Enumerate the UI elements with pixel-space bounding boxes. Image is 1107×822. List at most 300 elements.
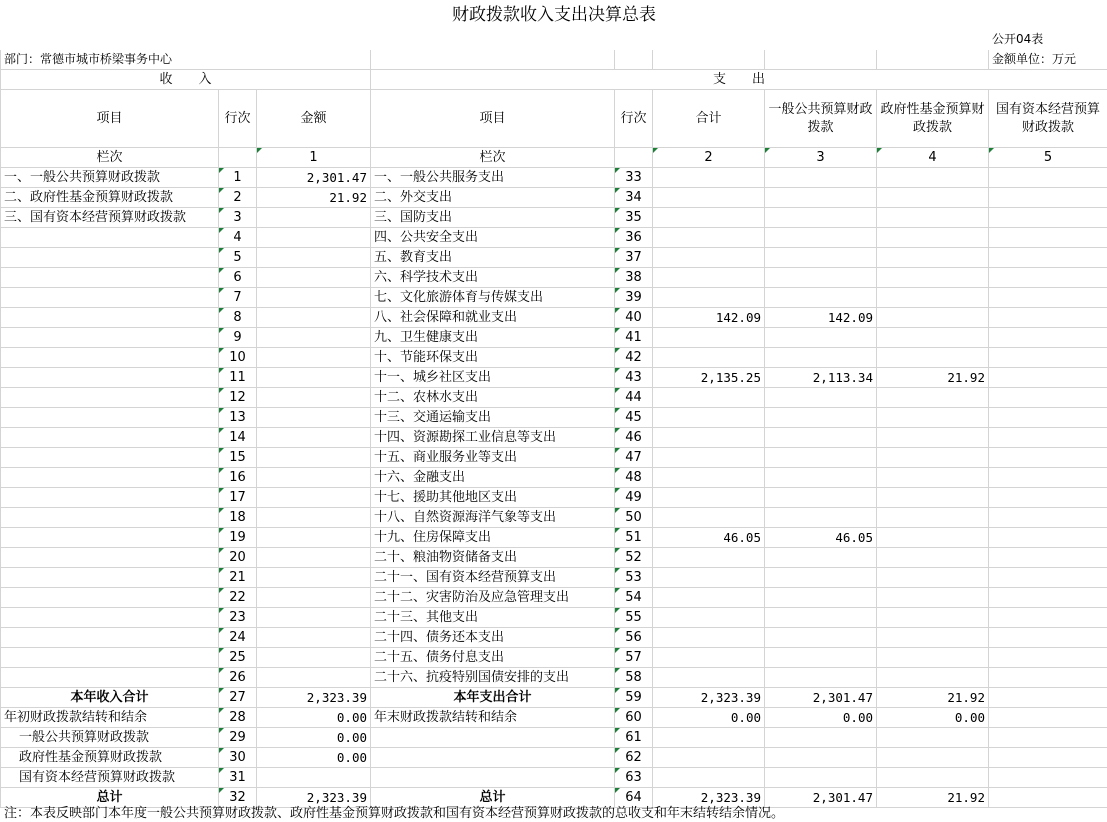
summary-state [989, 728, 1107, 748]
table-row [1, 668, 1107, 688]
summary-income-item: 政府性基金预算财政拨款 [1, 748, 219, 768]
summary-total: 2,323.39 [653, 788, 765, 808]
expense-general [765, 288, 877, 308]
expense-row-no: 50 [615, 508, 653, 528]
income-amount [257, 208, 371, 228]
income-item: 二、政府性基金预算财政拨款 [1, 188, 219, 208]
expense-item: 二十二、灾害防治及应急管理支出 [371, 588, 615, 608]
summary-income-amount [257, 768, 371, 788]
expense-general: 2,113.34 [765, 368, 877, 388]
income-item [1, 648, 219, 668]
expense-general [765, 228, 877, 248]
header-state: 国有资本经营预算财政拨款 [989, 90, 1107, 148]
expense-fund: 21.92 [877, 368, 989, 388]
table-row [1, 608, 1107, 628]
summary-expense-item [371, 748, 615, 768]
unit-label: 金额单位：万元 [989, 50, 1107, 70]
expense-state [989, 448, 1107, 468]
summary-total: 2,323.39 [653, 688, 765, 708]
expense-state [989, 248, 1107, 268]
header-total: 合计 [653, 90, 765, 148]
income-row-no: 24 [219, 628, 257, 648]
summary-row [1, 728, 1107, 748]
summary-row [1, 748, 1107, 768]
expense-total [653, 248, 765, 268]
table-row [1, 288, 1107, 308]
income-item [1, 248, 219, 268]
expense-total [653, 628, 765, 648]
summary-state [989, 768, 1107, 788]
summary-income-amount: 2,323.39 [257, 788, 371, 808]
expense-fund [877, 628, 989, 648]
income-item [1, 508, 219, 528]
expense-total [653, 408, 765, 428]
expense-fund [877, 508, 989, 528]
expense-total [653, 268, 765, 288]
summary-income-amount: 0.00 [257, 748, 371, 768]
summary-general: 2,301.47 [765, 788, 877, 808]
summary-general [765, 768, 877, 788]
income-amount [257, 268, 371, 288]
expense-total [653, 168, 765, 188]
summary-income-row-no: 30 [219, 748, 257, 768]
income-amount [257, 248, 371, 268]
expense-fund [877, 188, 989, 208]
income-item [1, 408, 219, 428]
income-row-no: 18 [219, 508, 257, 528]
table-row [1, 188, 1107, 208]
summary-income-item: 年初财政拨款结转和结余 [1, 708, 219, 728]
summary-state [989, 748, 1107, 768]
income-amount [257, 308, 371, 328]
table-row [1, 408, 1107, 428]
income-row-no: 3 [219, 208, 257, 228]
expense-general [765, 568, 877, 588]
page-title: 财政拨款收入支出决算总表 [452, 5, 657, 25]
summary-income-amount: 0.00 [257, 728, 371, 748]
income-item [1, 528, 219, 548]
income-row-no: 8 [219, 308, 257, 328]
income-row-no: 23 [219, 608, 257, 628]
table-row [1, 168, 1107, 188]
income-amount [257, 448, 371, 468]
income-item [1, 388, 219, 408]
expense-item: 十三、交通运输支出 [371, 408, 615, 428]
table-row [1, 428, 1107, 448]
income-amount: 21.92 [257, 188, 371, 208]
expense-row-no: 39 [615, 288, 653, 308]
expense-state [989, 168, 1107, 188]
summary-expense-item: 本年支出合计 [371, 688, 615, 708]
summary-income-item: 一般公共预算财政拨款 [1, 728, 219, 748]
expense-state [989, 308, 1107, 328]
expense-fund [877, 488, 989, 508]
income-amount: 2,301.47 [257, 168, 371, 188]
expense-item: 二十四、债务还本支出 [371, 628, 615, 648]
expense-item: 十六、金融支出 [371, 468, 615, 488]
expense-item: 二、外交支出 [371, 188, 615, 208]
expense-section-header: 支 出 [371, 70, 1107, 90]
expense-item: 三、国防支出 [371, 208, 615, 228]
header-general: 一般公共预算财政拨款 [765, 90, 877, 148]
table-row [1, 628, 1107, 648]
income-section-header: 收 入 [1, 70, 371, 90]
expense-row-no: 55 [615, 608, 653, 628]
expense-row-no: 41 [615, 328, 653, 348]
table-row [1, 328, 1107, 348]
income-amount [257, 548, 371, 568]
table-row [1, 528, 1107, 548]
expense-general [765, 408, 877, 428]
column-index-2: 2 [653, 148, 765, 168]
column-index-label: 栏次 [1, 148, 219, 168]
expense-row-no: 37 [615, 248, 653, 268]
summary-state [989, 708, 1107, 728]
expense-item: 二十六、抗疫特别国债安排的支出 [371, 668, 615, 688]
expense-fund [877, 588, 989, 608]
expense-general [765, 328, 877, 348]
table-row [1, 388, 1107, 408]
income-row-no: 1 [219, 168, 257, 188]
expense-state [989, 648, 1107, 668]
expense-fund [877, 328, 989, 348]
income-row-no: 13 [219, 408, 257, 428]
expense-state [989, 508, 1107, 528]
header-amount: 金额 [257, 90, 371, 148]
expense-total [653, 328, 765, 348]
expense-state [989, 468, 1107, 488]
table-row [1, 308, 1107, 328]
footnote: 注：本表反映部门本年度一般公共预算财政拨款、政府性基金预算财政拨款和国有资本经营预算财政拨款的总收支和年末结转结余情况。 [4, 806, 785, 821]
expense-item: 一、一般公共服务支出 [371, 168, 615, 188]
expense-total [653, 428, 765, 448]
expense-total: 142.09 [653, 308, 765, 328]
expense-row-no: 51 [615, 528, 653, 548]
expense-general: 142.09 [765, 308, 877, 328]
expense-total [653, 388, 765, 408]
expense-row-no: 40 [615, 308, 653, 328]
income-amount [257, 468, 371, 488]
expense-fund [877, 308, 989, 328]
summary-fund: 21.92 [877, 788, 989, 808]
expense-general [765, 468, 877, 488]
expense-general [765, 668, 877, 688]
income-item [1, 328, 219, 348]
summary-fund: 21.92 [877, 688, 989, 708]
expense-general [765, 188, 877, 208]
expense-item: 二十、粮油物资储备支出 [371, 548, 615, 568]
expense-fund [877, 408, 989, 428]
expense-fund [877, 388, 989, 408]
expense-general [765, 428, 877, 448]
expense-general [765, 208, 877, 228]
income-amount [257, 368, 371, 388]
expense-total [653, 188, 765, 208]
summary-total [653, 748, 765, 768]
expense-row-no: 42 [615, 348, 653, 368]
expense-total [653, 548, 765, 568]
expense-state [989, 228, 1107, 248]
income-row-no: 21 [219, 568, 257, 588]
summary-income-row-no: 31 [219, 768, 257, 788]
header-exp-row-no: 行次 [615, 90, 653, 148]
income-item [1, 488, 219, 508]
expense-row-no: 52 [615, 548, 653, 568]
summary-row [1, 708, 1107, 728]
table-row [1, 228, 1107, 248]
expense-fund [877, 568, 989, 588]
expense-fund [877, 608, 989, 628]
income-amount [257, 408, 371, 428]
income-row-no: 10 [219, 348, 257, 368]
expense-item: 二十一、国有资本经营预算支出 [371, 568, 615, 588]
summary-income-item: 国有资本经营预算财政拨款 [1, 768, 219, 788]
expense-total [653, 448, 765, 468]
income-item [1, 588, 219, 608]
expense-row-no: 57 [615, 648, 653, 668]
income-item [1, 268, 219, 288]
table-row [1, 208, 1107, 228]
income-row-no: 19 [219, 528, 257, 548]
expense-row-no: 54 [615, 588, 653, 608]
income-item [1, 348, 219, 368]
table-row [1, 568, 1107, 588]
summary-income-row-no: 27 [219, 688, 257, 708]
summary-expense-row-no: 61 [615, 728, 653, 748]
expense-state [989, 528, 1107, 548]
income-amount [257, 528, 371, 548]
expense-state [989, 268, 1107, 288]
expense-row-no: 46 [615, 428, 653, 448]
expense-state [989, 608, 1107, 628]
expense-state [989, 628, 1107, 648]
expense-general [765, 548, 877, 568]
summary-income-row-no: 32 [219, 788, 257, 808]
expense-general [765, 628, 877, 648]
expense-total [653, 288, 765, 308]
income-amount [257, 668, 371, 688]
expense-state [989, 488, 1107, 508]
expense-item: 十五、商业服务业等支出 [371, 448, 615, 468]
income-row-no: 15 [219, 448, 257, 468]
expense-state [989, 408, 1107, 428]
expense-general [765, 648, 877, 668]
table-row [1, 248, 1107, 268]
summary-income-amount: 2,323.39 [257, 688, 371, 708]
expense-state [989, 328, 1107, 348]
expense-fund [877, 648, 989, 668]
income-item [1, 308, 219, 328]
expense-general [765, 508, 877, 528]
expense-total: 46.05 [653, 528, 765, 548]
summary-income-row-no: 29 [219, 728, 257, 748]
expense-fund [877, 428, 989, 448]
summary-income-amount: 0.00 [257, 708, 371, 728]
income-item: 三、国有资本经营预算财政拨款 [1, 208, 219, 228]
expense-state [989, 368, 1107, 388]
income-item: 一、一般公共预算财政拨款 [1, 168, 219, 188]
expense-row-no: 34 [615, 188, 653, 208]
expense-item: 十一、城乡社区支出 [371, 368, 615, 388]
expense-item: 二十五、债务付息支出 [371, 648, 615, 668]
income-amount [257, 508, 371, 528]
income-amount [257, 228, 371, 248]
table-row [1, 548, 1107, 568]
expense-total [653, 488, 765, 508]
header-fund: 政府性基金预算财政拨款 [877, 90, 989, 148]
expense-row-no: 56 [615, 628, 653, 648]
expense-total: 2,135.25 [653, 368, 765, 388]
income-amount [257, 568, 371, 588]
expense-total [653, 508, 765, 528]
table-row [1, 488, 1107, 508]
expense-fund [877, 208, 989, 228]
income-amount [257, 488, 371, 508]
income-amount [257, 348, 371, 368]
expense-row-no: 33 [615, 168, 653, 188]
summary-general: 0.00 [765, 708, 877, 728]
expense-general [765, 448, 877, 468]
expense-state [989, 588, 1107, 608]
table-row [1, 448, 1107, 468]
form-number: 公开04表 [992, 32, 1044, 46]
income-item [1, 468, 219, 488]
expense-total [653, 228, 765, 248]
income-amount [257, 388, 371, 408]
expense-general [765, 248, 877, 268]
income-amount [257, 628, 371, 648]
expense-state [989, 428, 1107, 448]
summary-fund [877, 728, 989, 748]
expense-state [989, 208, 1107, 228]
expense-fund [877, 528, 989, 548]
income-item [1, 568, 219, 588]
expense-row-no: 38 [615, 268, 653, 288]
expense-fund [877, 288, 989, 308]
table-row [1, 508, 1107, 528]
header-item: 项目 [1, 90, 219, 148]
expense-state [989, 348, 1107, 368]
table-row [1, 648, 1107, 668]
expense-item: 八、社会保障和就业支出 [371, 308, 615, 328]
expense-total [653, 468, 765, 488]
income-row-no: 22 [219, 588, 257, 608]
expense-item: 十四、资源勘探工业信息等支出 [371, 428, 615, 448]
summary-fund: 0.00 [877, 708, 989, 728]
expense-general [765, 488, 877, 508]
expense-fund [877, 548, 989, 568]
column-index-1: 1 [257, 148, 371, 168]
expense-total [653, 648, 765, 668]
income-amount [257, 648, 371, 668]
summary-total: 0.00 [653, 708, 765, 728]
summary-expense-item: 年末财政拨款结转和结余 [371, 708, 615, 728]
header-exp-item: 项目 [371, 90, 615, 148]
income-item [1, 448, 219, 468]
expense-row-no: 44 [615, 388, 653, 408]
summary-expense-item [371, 768, 615, 788]
expense-row-no: 53 [615, 568, 653, 588]
income-row-no: 12 [219, 388, 257, 408]
income-row-no: 7 [219, 288, 257, 308]
expense-item: 六、科学技术支出 [371, 268, 615, 288]
table-row [1, 368, 1107, 388]
expense-total [653, 588, 765, 608]
summary-expense-row-no: 60 [615, 708, 653, 728]
expense-item: 十七、援助其他地区支出 [371, 488, 615, 508]
expense-total [653, 208, 765, 228]
income-row-no: 5 [219, 248, 257, 268]
summary-income-item: 本年收入合计 [1, 688, 219, 708]
expense-general [765, 608, 877, 628]
summary-expense-item: 总计 [371, 788, 615, 808]
expense-row-no: 47 [615, 448, 653, 468]
column-index-exp-label: 栏次 [371, 148, 615, 168]
summary-state [989, 788, 1107, 808]
expense-total [653, 608, 765, 628]
expense-state [989, 668, 1107, 688]
income-item [1, 368, 219, 388]
table-row [1, 348, 1107, 368]
income-row-no: 17 [219, 488, 257, 508]
summary-expense-row-no: 62 [615, 748, 653, 768]
expense-row-no: 45 [615, 408, 653, 428]
expense-general [765, 348, 877, 368]
income-item [1, 668, 219, 688]
summary-fund [877, 748, 989, 768]
income-item [1, 628, 219, 648]
summary-row [1, 768, 1107, 788]
expense-item: 十九、住房保障支出 [371, 528, 615, 548]
expense-fund [877, 268, 989, 288]
summary-expense-item [371, 728, 615, 748]
summary-fund [877, 768, 989, 788]
expense-total [653, 668, 765, 688]
income-amount [257, 588, 371, 608]
expense-total [653, 348, 765, 368]
income-amount [257, 328, 371, 348]
income-item [1, 608, 219, 628]
income-row-no: 14 [219, 428, 257, 448]
summary-expense-row-no: 64 [615, 788, 653, 808]
column-index-5: 5 [989, 148, 1107, 168]
column-index-3: 3 [765, 148, 877, 168]
column-index-4: 4 [877, 148, 989, 168]
expense-fund [877, 448, 989, 468]
expense-general [765, 388, 877, 408]
expense-item: 四、公共安全支出 [371, 228, 615, 248]
department-label: 部门：常德市城市桥梁事务中心 [1, 50, 371, 70]
table-row [1, 588, 1107, 608]
expense-row-no: 58 [615, 668, 653, 688]
summary-expense-row-no: 63 [615, 768, 653, 788]
expense-state [989, 288, 1107, 308]
expense-general [765, 268, 877, 288]
summary-income-item: 总计 [1, 788, 219, 808]
expense-item: 十二、农林水支出 [371, 388, 615, 408]
expense-fund [877, 248, 989, 268]
income-row-no: 11 [219, 368, 257, 388]
expense-state [989, 568, 1107, 588]
expense-item: 十八、自然资源海洋气象等支出 [371, 508, 615, 528]
expense-general: 46.05 [765, 528, 877, 548]
summary-general: 2,301.47 [765, 688, 877, 708]
expense-general [765, 168, 877, 188]
expense-row-no: 43 [615, 368, 653, 388]
expense-item: 五、教育支出 [371, 248, 615, 268]
summary-row [1, 688, 1107, 708]
expense-fund [877, 168, 989, 188]
